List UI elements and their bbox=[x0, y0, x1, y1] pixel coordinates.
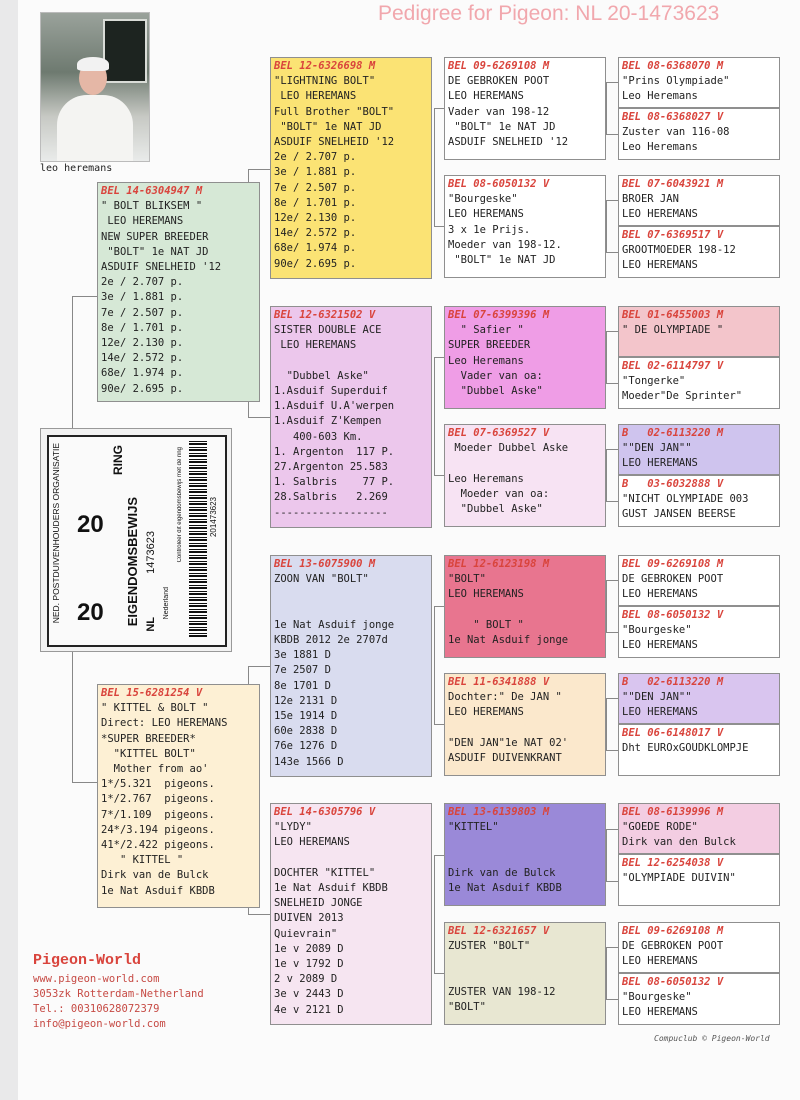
pedigree-line: 3e / 1.881 p. bbox=[274, 166, 357, 179]
connector bbox=[606, 134, 618, 135]
footer-brand: Pigeon-World bbox=[33, 952, 142, 969]
photo-person-hair bbox=[77, 57, 109, 71]
pedigree-line: DOCHTER "KITTEL" bbox=[274, 866, 376, 879]
pedigree-line bbox=[448, 970, 602, 985]
pedigree-line: 12e/ 2.130 p. bbox=[101, 337, 184, 350]
photo-caption: leo heremans bbox=[40, 163, 113, 174]
connector bbox=[434, 226, 444, 227]
pedigree-line: LEO HEREMANS bbox=[274, 339, 357, 352]
pedigree-line: *SUPER BREEDER* bbox=[101, 732, 196, 745]
pedigree-line: 143e 1566 D bbox=[274, 755, 344, 768]
ring-number: B 02-6113220 M bbox=[622, 427, 724, 439]
pedigree-line: 1e Nat Asduif KBDB bbox=[274, 882, 388, 895]
pedigree-line: 90e/ 2.695 p. bbox=[274, 257, 357, 270]
ring-number: BEL 12-6123198 M bbox=[448, 558, 550, 570]
pedigree-line: Leo Heremans bbox=[448, 472, 524, 485]
page-title: Pedigree for Pigeon: NL 20-1473623 bbox=[378, 2, 720, 25]
certificate-ring-label: RING bbox=[111, 445, 125, 475]
pedigree-line: 14e/ 2.572 p. bbox=[274, 227, 357, 240]
pedigree-line: "BOLT" 1e NAT JD bbox=[448, 254, 556, 267]
pedigree-box-g3 bbox=[444, 803, 606, 906]
certificate-country: NL bbox=[145, 617, 157, 632]
pedigree-line bbox=[274, 603, 428, 618]
connector bbox=[606, 501, 618, 502]
pedigree-line: " DE OLYMPIADE " bbox=[622, 324, 724, 337]
pedigree-line: 1. Argenton 117 P. bbox=[274, 445, 395, 458]
connector bbox=[434, 855, 444, 856]
pedigree-line: ASDUIF SNELHEID '12 bbox=[274, 136, 395, 149]
pedigree-line: Full Brother "BOLT" bbox=[274, 105, 395, 118]
pedigree-line: 8e 1701 D bbox=[274, 679, 331, 692]
pedigree-line: " KITTEL " bbox=[101, 854, 184, 867]
pedigree-box-g3 bbox=[444, 57, 606, 160]
pedigree-line: 1. Salbris 77 P. bbox=[274, 476, 395, 489]
pedigree-box-g4 bbox=[618, 175, 780, 226]
pedigree-line: Dochter:" De JAN " bbox=[448, 691, 562, 704]
certificate-barcode-number: 201473623 bbox=[209, 497, 218, 538]
pedigree-line: LEO HEREMANS bbox=[622, 588, 698, 601]
pedigree-line: Vader van oa: bbox=[448, 369, 543, 382]
pedigree-box-g3 bbox=[444, 424, 606, 527]
pedigree-line: 1.Asduif U.A'werpen bbox=[274, 400, 395, 413]
pedigree-line: LEO HEREMANS bbox=[622, 208, 698, 221]
ring-number: BEL 08-6050132 V bbox=[622, 609, 724, 621]
pedigree-line: Zuster van 116-08 bbox=[622, 126, 730, 139]
pedigree-line: "BOLT" 1e NAT JD bbox=[448, 120, 556, 133]
pedigree-box-g4 bbox=[618, 606, 780, 658]
pedigree-box-g4 bbox=[618, 108, 780, 160]
ring-number: BEL 13-6075900 M bbox=[274, 558, 376, 570]
connector bbox=[606, 82, 618, 83]
pedigree-line: DE GEBROKEN POOT bbox=[622, 940, 724, 953]
connector bbox=[606, 449, 618, 450]
ring-number: BEL 08-6139996 M bbox=[622, 806, 724, 818]
pedigree-line: 7e / 2.507 p. bbox=[274, 181, 357, 194]
pedigree-line: 1e v 1792 D bbox=[274, 958, 344, 971]
pedigree-line bbox=[448, 835, 602, 850]
pedigree-line: "LIGHTNING BOLT" bbox=[274, 75, 376, 88]
pedigree-line: DE GEBROKEN POOT bbox=[622, 573, 724, 586]
pedigree-box-g3 bbox=[444, 175, 606, 278]
connector bbox=[434, 108, 444, 109]
pedigree-box-sire bbox=[97, 182, 260, 402]
pedigree-line: 2e / 2.707 p. bbox=[274, 151, 357, 164]
pedigree-line: 8e / 1.701 p. bbox=[274, 196, 357, 209]
pedigree-line: 76e 1276 D bbox=[274, 740, 338, 753]
pedigree-line: GROOTMOEDER 198-12 bbox=[622, 244, 736, 257]
pedigree-line: "BOLT" bbox=[448, 573, 486, 586]
ring-number: BEL 12-6254038 V bbox=[622, 857, 724, 869]
certificate-year: 20 bbox=[77, 511, 104, 538]
pedigree-line: 1e Nat Asduif KBDB bbox=[448, 882, 562, 895]
connector bbox=[606, 252, 618, 253]
ring-number: BEL 14-6304947 M bbox=[101, 185, 203, 197]
pedigree-box-g4 bbox=[618, 803, 780, 854]
ring-number: BEL 13-6139803 M bbox=[448, 806, 550, 818]
ring-number: BEL 09-6269108 M bbox=[622, 925, 724, 937]
pedigree-line: 1*/5.321 pigeons. bbox=[101, 778, 215, 791]
pedigree-line: Leo Heremans bbox=[448, 354, 524, 367]
pedigree-line: ASDUIF SNELHEID '12 bbox=[448, 136, 569, 149]
ring-number: B 02-6113220 M bbox=[622, 676, 724, 688]
ring-number: BEL 08-6050132 V bbox=[622, 976, 724, 988]
connector bbox=[606, 331, 618, 332]
pedigree-line bbox=[448, 851, 602, 866]
ring-number: BEL 09-6269108 M bbox=[622, 558, 724, 570]
pedigree-line: 1.Asduif Z'Kempen bbox=[274, 415, 382, 428]
ring-number: BEL 09-6269108 M bbox=[448, 60, 550, 72]
photo-person-body bbox=[57, 95, 133, 162]
certificate-nation: Nederland bbox=[163, 587, 170, 620]
connector bbox=[434, 357, 435, 475]
pedigree-line: 3e 1881 D bbox=[274, 649, 331, 662]
ring-number: B 03-6032888 V bbox=[622, 478, 724, 490]
pedigree-line: 8e / 1.701 p. bbox=[101, 321, 184, 334]
pedigree-line: 2e / 2.707 p. bbox=[101, 276, 184, 289]
pedigree-line: 4e v 2121 D bbox=[274, 1003, 344, 1016]
pedigree-line: LEO HEREMANS bbox=[448, 706, 524, 719]
ring-number: BEL 14-6305796 V bbox=[274, 806, 376, 818]
pedigree-box-g4 bbox=[618, 854, 780, 906]
pedigree-box-g4 bbox=[618, 673, 780, 724]
pedigree-line: "BOLT" 1e NAT JD bbox=[274, 120, 382, 133]
pedigree-line: LEO HEREMANS bbox=[622, 639, 698, 652]
connector bbox=[606, 881, 618, 882]
connector bbox=[248, 169, 270, 170]
pedigree-box-g4 bbox=[618, 555, 780, 606]
pedigree-line: 24*/3.194 pigeons. bbox=[101, 823, 215, 836]
connector bbox=[606, 82, 607, 134]
pedigree-line: DUIVEN 2013 bbox=[274, 912, 344, 925]
pedigree-line: ------------------ bbox=[274, 506, 388, 519]
pedigree-line: "Dubbel Aske" bbox=[274, 369, 369, 382]
pedigree-line: "BOLT" bbox=[448, 1001, 486, 1014]
pedigree-box-sire-dam bbox=[270, 306, 432, 528]
pedigree-box-g4 bbox=[618, 724, 780, 776]
pedigree-box-dam-sire bbox=[270, 555, 432, 777]
ring-number: BEL 06-6148017 V bbox=[622, 727, 724, 739]
pedigree-line: LEO HEREMANS bbox=[101, 215, 184, 228]
pedigree-line: SUPER BREEDER bbox=[448, 339, 531, 352]
connector bbox=[606, 200, 618, 201]
pedigree-line: 1e Nat Asduif jonge bbox=[274, 618, 395, 631]
connector bbox=[434, 855, 435, 973]
pedigree-line: 1e Nat Asduif jonge bbox=[448, 634, 569, 647]
pedigree-line: SISTER DOUBLE ACE bbox=[274, 324, 382, 337]
pedigree-line bbox=[274, 587, 428, 602]
pedigree-line: LEO HEREMANS bbox=[448, 588, 524, 601]
connector bbox=[434, 973, 444, 974]
pedigree-line: 1e Nat Asduif KBDB bbox=[101, 884, 215, 897]
pedigree-line: 7e / 2.507 p. bbox=[101, 306, 184, 319]
connector bbox=[606, 580, 618, 581]
ring-number: BEL 15-6281254 V bbox=[101, 687, 203, 699]
ring-number: BEL 08-6368070 M bbox=[622, 60, 724, 72]
pedigree-line: 12e 2131 D bbox=[274, 694, 338, 707]
pedigree-line: 68e/ 1.974 p. bbox=[274, 242, 357, 255]
ring-number: BEL 07-6369527 V bbox=[448, 427, 550, 439]
connector bbox=[606, 829, 618, 830]
pedigree-box-g3 bbox=[444, 673, 606, 776]
pedigree-line: LEO HEREMANS bbox=[622, 955, 698, 968]
pedigree-line: "LYDY" bbox=[274, 821, 312, 834]
pedigree-line: NEW SUPER BREEDER bbox=[101, 230, 209, 243]
pedigree-line: " BOLT " bbox=[448, 618, 524, 631]
connector bbox=[72, 296, 98, 297]
connector bbox=[248, 914, 270, 915]
pedigree-line: Dirk van de Bulck bbox=[448, 866, 556, 879]
pedigree-line: Vader van 198-12 bbox=[448, 105, 550, 118]
pedigree-line: 60e 2838 D bbox=[274, 725, 338, 738]
connector bbox=[606, 999, 618, 1000]
ring-number: BEL 02-6114797 V bbox=[622, 360, 724, 372]
pedigree-line: " Safier " bbox=[448, 324, 524, 337]
pedigree-box-g3 bbox=[444, 306, 606, 409]
pedigree-box-g4 bbox=[618, 922, 780, 973]
connector bbox=[72, 782, 98, 783]
pedigree-line: Leo Heremans bbox=[622, 141, 698, 154]
pedigree-line: DE GEBROKEN POOT bbox=[448, 75, 550, 88]
pedigree-line: ZUSTER VAN 198-12 bbox=[448, 985, 556, 998]
pedigree-line: 1.Asduif Superduif bbox=[274, 385, 388, 398]
breeder-photo bbox=[40, 12, 150, 162]
pedigree-line: "Bourgeske" bbox=[448, 193, 518, 206]
ring-number: BEL 07-6399396 M bbox=[448, 309, 550, 321]
pedigree-line: ZOON VAN "BOLT" bbox=[274, 573, 369, 586]
pedigree-box-g4 bbox=[618, 357, 780, 409]
footer-email[interactable]: info@pigeon-world.com bbox=[33, 1018, 166, 1030]
connector bbox=[434, 108, 435, 226]
connector bbox=[606, 331, 607, 383]
certificate-org: NED. POSTDUIVENHOUDERS ORGANISATIE bbox=[51, 443, 61, 624]
connector bbox=[434, 606, 444, 607]
pedigree-line: 2 v 2089 D bbox=[274, 973, 338, 986]
connector bbox=[606, 947, 607, 999]
pedigree-box-g4 bbox=[618, 306, 780, 357]
pedigree-box-g4 bbox=[618, 424, 780, 475]
pedigree-line: ASDUIF SNELHEID '12 bbox=[101, 261, 222, 274]
pedigree-line: SNELHEID JONGE bbox=[274, 897, 363, 910]
pedigree-line: 27.Argenton 25.583 bbox=[274, 461, 388, 474]
pedigree-line: 7e 2507 D bbox=[274, 664, 331, 677]
connector bbox=[248, 666, 270, 667]
ring-number: BEL 07-6043921 M bbox=[622, 178, 724, 190]
pedigree-line: "Dubbel Aske" bbox=[448, 385, 543, 398]
ring-number: BEL 11-6341888 V bbox=[448, 676, 550, 688]
pedigree-line: Mother from ao' bbox=[101, 763, 209, 776]
connector bbox=[606, 750, 618, 751]
pedigree-box-dam-dam bbox=[270, 803, 432, 1025]
pedigree-line: LEO HEREMANS bbox=[622, 457, 698, 470]
pedigree-line: Leo Heremans bbox=[622, 90, 698, 103]
pedigree-line: 400-603 Km. bbox=[274, 430, 363, 443]
pedigree-line: LEO HEREMANS bbox=[622, 1006, 698, 1019]
footer-phone: Tel.: 00310628072379 bbox=[33, 1003, 160, 1015]
pedigree-line: LEO HEREMANS bbox=[448, 90, 524, 103]
pedigree-line bbox=[274, 851, 428, 866]
pedigree-line: "Tongerke" bbox=[622, 375, 686, 388]
pedigree-line: "Bourgeske" bbox=[622, 624, 692, 637]
pedigree-line: Moeder Dubbel Aske bbox=[448, 442, 569, 455]
pedigree-box-sire-sire bbox=[270, 57, 432, 279]
certificate-barcode bbox=[189, 441, 207, 637]
pedigree-line: LEO HEREMANS bbox=[274, 836, 350, 849]
pedigree-box-g4 bbox=[618, 226, 780, 278]
pedigree-line: 7*/1.109 pigeons. bbox=[101, 808, 215, 821]
footer-address: 3053zk Rotterdam-Netherland bbox=[33, 988, 204, 1000]
pedigree-line: Moeder van 198-12. bbox=[448, 238, 562, 251]
ring-number: BEL 12-6321502 V bbox=[274, 309, 376, 321]
pedigree-line: ""DEN JAN"" bbox=[622, 691, 692, 704]
pedigree-line: 15e 1914 D bbox=[274, 710, 338, 723]
footer-website[interactable]: www.pigeon-world.com bbox=[33, 973, 160, 985]
pedigree-line: "OLYMPIADE DUIVIN" bbox=[622, 872, 736, 885]
pedigree-box-dam bbox=[97, 684, 260, 908]
pedigree-line: 14e/ 2.572 p. bbox=[101, 352, 184, 365]
pedigree-box-g4 bbox=[618, 475, 780, 527]
pedigree-line: 3e v 2443 D bbox=[274, 988, 344, 1001]
pedigree-line: "KITTEL BOLT" bbox=[101, 747, 196, 760]
certificate-year: 20 bbox=[77, 599, 104, 626]
pedigree-line: GUST JANSEN BEERSE bbox=[622, 508, 736, 521]
pedigree-line: "KITTEL" bbox=[448, 821, 499, 834]
connector bbox=[434, 357, 444, 358]
connector bbox=[606, 449, 607, 501]
pedigree-box-g3 bbox=[444, 555, 606, 658]
connector bbox=[434, 724, 444, 725]
connector bbox=[606, 383, 618, 384]
pedigree-line bbox=[448, 721, 602, 736]
pedigree-line: 3 x 1e Prijs. bbox=[448, 223, 531, 236]
pedigree-line: Quievrain" bbox=[274, 927, 338, 940]
pedigree-line: KBDB 2012 2e 2707d bbox=[274, 634, 388, 647]
ring-number: BEL 08-6368027 V bbox=[622, 111, 724, 123]
photo-window bbox=[103, 19, 147, 83]
pedigree-line: 68e/ 1.974 p. bbox=[101, 367, 184, 380]
certificate-notice: Controleer dit eigendomsbewijs met de ring bbox=[177, 447, 183, 563]
pedigree-line: Direct: LEO HEREMANS bbox=[101, 717, 228, 730]
pedigree-line: 41*/2.422 pigeons. bbox=[101, 839, 215, 852]
pedigree-line: 1e v 2089 D bbox=[274, 942, 344, 955]
pedigree-line: 90e/ 2.695 p. bbox=[101, 382, 184, 395]
pedigree-line: LEO HEREMANS bbox=[622, 706, 698, 719]
pedigree-line: Dirk van de Bulck bbox=[101, 869, 209, 882]
pedigree-line bbox=[448, 456, 602, 471]
pedigree-line bbox=[448, 954, 602, 969]
ring-number: BEL 12-6326698 M bbox=[274, 60, 376, 72]
certificate-frame bbox=[47, 435, 227, 647]
pedigree-line: 28.Salbris 2.269 bbox=[274, 491, 388, 504]
ring-number: BEL 12-6321657 V bbox=[448, 925, 550, 937]
pedigree-line bbox=[448, 603, 602, 618]
pedigree-line: "GOEDE RODE" bbox=[622, 821, 698, 834]
pedigree-line: BROER JAN bbox=[622, 193, 679, 206]
pedigree-box-g3 bbox=[444, 922, 606, 1025]
pedigree-line: 12e/ 2.130 p. bbox=[274, 212, 357, 225]
connector bbox=[606, 947, 618, 948]
pedigree-line: ASDUIF DUIVENKRANT bbox=[448, 752, 562, 765]
pedigree-box-g4 bbox=[618, 973, 780, 1025]
pedigree-line: "Prins Olympiade" bbox=[622, 75, 730, 88]
pedigree-line: Moeder van oa: bbox=[448, 487, 550, 500]
pedigree-line: LEO HEREMANS bbox=[448, 208, 524, 221]
pedigree-line: 1*/2.767 pigeons. bbox=[101, 793, 215, 806]
pedigree-line: "Bourgeske" bbox=[622, 991, 692, 1004]
pedigree-box-g4 bbox=[618, 57, 780, 108]
pedigree-line: "Dubbel Aske" bbox=[448, 503, 543, 516]
pedigree-line: ""DEN JAN"" bbox=[622, 442, 692, 455]
pedigree-line: Dirk van den Bulck bbox=[622, 836, 736, 849]
connector bbox=[606, 698, 607, 750]
pedigree-line: Dht EUROxGOUDKLOMPJE bbox=[622, 742, 749, 755]
connector bbox=[248, 417, 270, 418]
pedigree-line: " KITTEL & BOLT " bbox=[101, 702, 209, 715]
pedigree-line: LEO HEREMANS bbox=[274, 90, 357, 103]
pedigree-line: ZUSTER "BOLT" bbox=[448, 940, 531, 953]
connector bbox=[606, 698, 618, 699]
pedigree-line: "NICHT OLYMPIADE 003 bbox=[622, 493, 749, 506]
pedigree-line: "BOLT" 1e NAT JD bbox=[101, 245, 209, 258]
pedigree-line bbox=[274, 354, 428, 369]
ring-number: BEL 08-6050132 V bbox=[448, 178, 550, 190]
connector bbox=[606, 829, 607, 881]
connector bbox=[606, 200, 607, 252]
connector bbox=[434, 606, 435, 724]
ring-number: BEL 07-6369517 V bbox=[622, 229, 724, 241]
pedigree-line: "DEN JAN"1e NAT 02' bbox=[448, 736, 569, 749]
pedigree-line: " BOLT BLIKSEM " bbox=[101, 200, 203, 213]
footer-credit: Compuclub © Pigeon-World bbox=[654, 1034, 770, 1043]
ring-number: BEL 01-6455003 M bbox=[622, 309, 724, 321]
connector bbox=[606, 580, 607, 632]
pedigree-line: LEO HEREMANS bbox=[622, 259, 698, 272]
certificate-ring-number: 1473623 bbox=[145, 531, 157, 574]
certificate-title: EIGENDOMSBEWIJS bbox=[125, 497, 140, 627]
ownership-certificate bbox=[40, 428, 232, 652]
pedigree-line: Moeder"De Sprinter" bbox=[622, 390, 743, 403]
connector bbox=[606, 632, 618, 633]
connector bbox=[434, 475, 444, 476]
pedigree-line: 3e / 1.881 p. bbox=[101, 291, 184, 304]
